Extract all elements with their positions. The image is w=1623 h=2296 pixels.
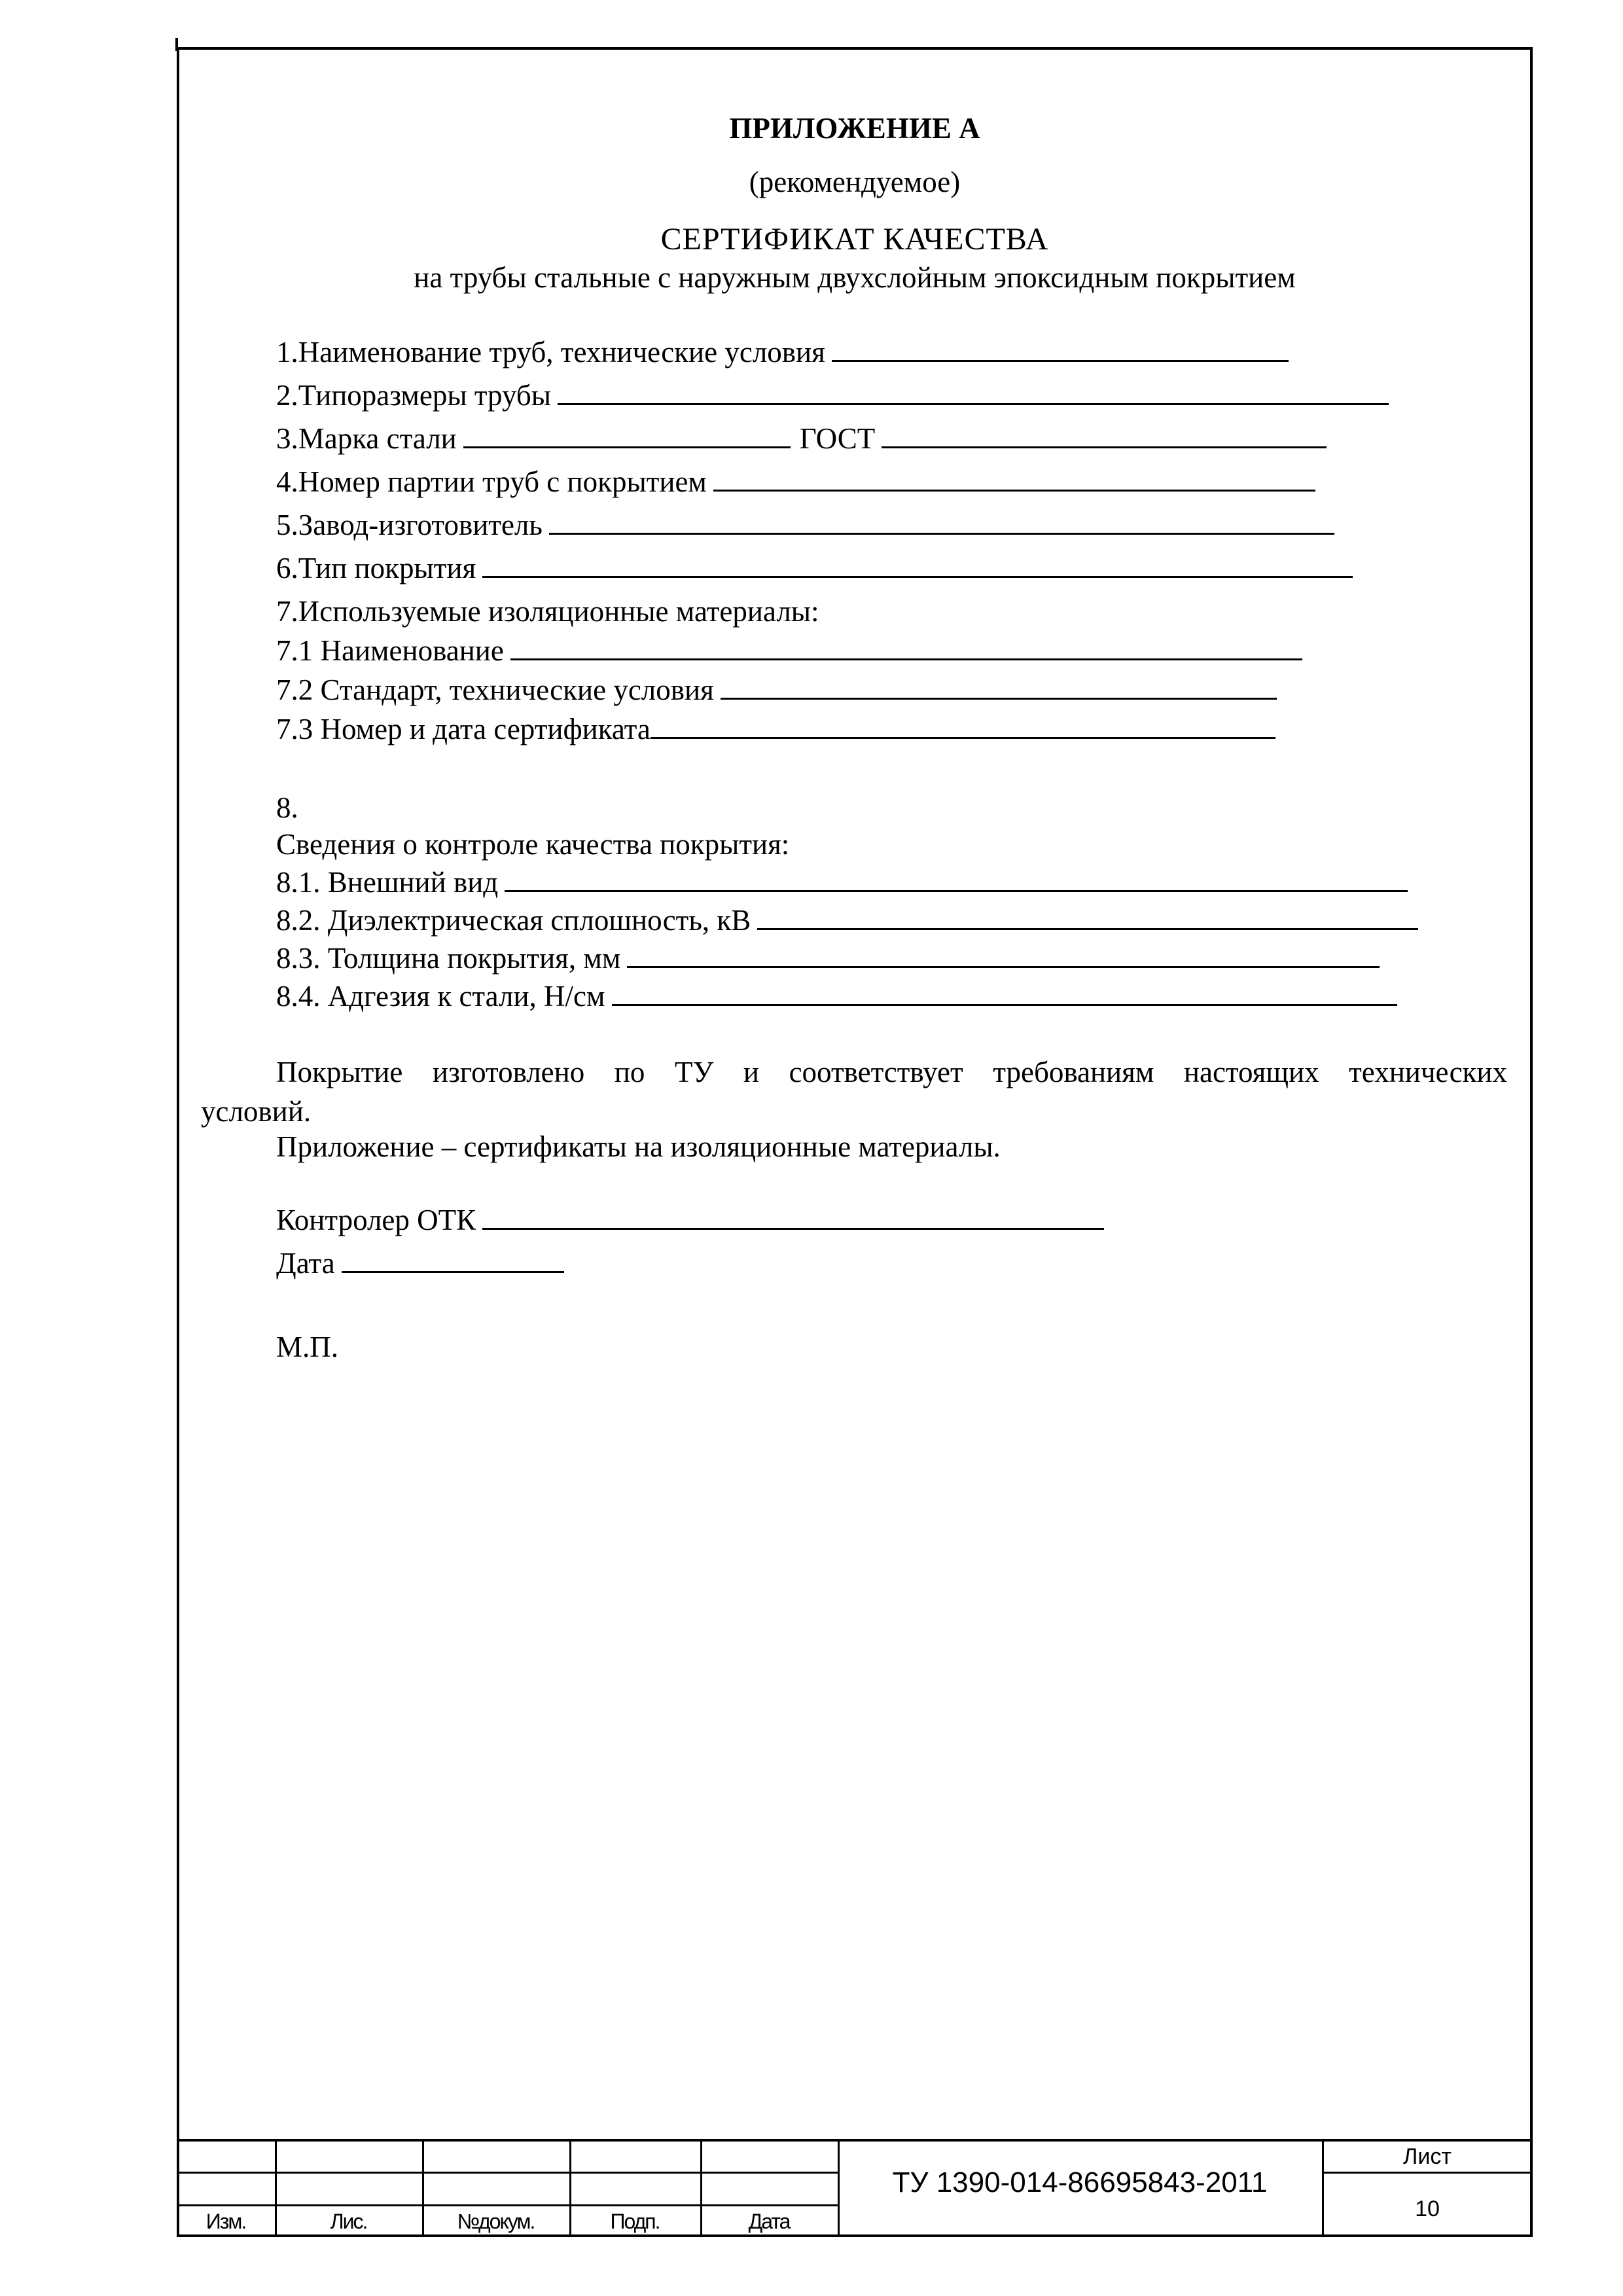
tb-label-lis: Лис. (330, 2210, 367, 2233)
controller-signature (276, 1203, 1104, 1237)
field-adhesion (276, 979, 1397, 1013)
field-blank[interactable] (463, 424, 791, 448)
field-label-gost: ГОСТ (799, 422, 876, 455)
certificate-title: СЕРТИФИКАТ КАЧЕСТВА (660, 222, 1049, 257)
stamp-label: М.П. (276, 1331, 339, 1363)
field-blank[interactable] (342, 1249, 564, 1273)
sheet-label: Лист (1403, 2144, 1452, 2169)
attachment-text: Приложение – сертификаты на изоляционные материалы. (276, 1130, 1001, 1163)
appendix-status: (рекомендуемое) (749, 166, 961, 198)
field-pipe-name (276, 335, 1289, 369)
title-block (177, 2139, 1533, 2237)
field-blank[interactable] (505, 868, 1408, 892)
field-label: 7.2 Стандарт, технические условия (276, 673, 714, 706)
tb-line-sheet (1322, 2172, 1533, 2174)
field-dielectric (276, 903, 1418, 937)
field-blank[interactable] (832, 338, 1289, 362)
field-label: 7.3 Номер и дата сертификата (276, 713, 651, 745)
field-label: 8.4. Адгезия к стали, Н/см (276, 980, 605, 1013)
certificate-subtitle: на трубы стальные с наружным двухслойным эпоксидным покрытием (414, 261, 1296, 294)
field-thickness (276, 941, 1380, 975)
field-label: 4.Номер партии труб с покрытием (276, 465, 707, 498)
tb-line-top (177, 2139, 1533, 2142)
statement-line-1: Покрытие изготовлено по ТУ и соответствует требованиям настоящих технических (276, 1056, 1507, 1088)
field-blank[interactable] (713, 467, 1315, 492)
field-blank[interactable] (558, 381, 1389, 405)
sheet-number: 10 (1415, 2197, 1440, 2221)
tb-label-date: Дата (748, 2210, 790, 2233)
field-material-certificate (276, 712, 1275, 746)
field-blank[interactable] (882, 424, 1327, 448)
field-label: 8. (276, 791, 298, 824)
field-blank[interactable] (612, 982, 1397, 1006)
field-steel-grade (276, 422, 1327, 456)
field-blank[interactable] (549, 511, 1334, 535)
field-material-name (276, 634, 1302, 668)
field-materials-heading (276, 594, 819, 628)
field-manufacturer (276, 508, 1334, 542)
field-blank[interactable] (482, 1206, 1104, 1230)
field-label: 2.Типоразмеры трубы (276, 379, 551, 412)
field-label: 6.Тип покрытия (276, 552, 476, 584)
field-appearance (276, 865, 1408, 899)
field-label: 3.Марка стали (276, 422, 457, 455)
statement-line-2: условий. (201, 1095, 312, 1128)
compliance-statement (201, 1052, 1507, 1131)
tb-label-izm: Изм. (205, 2210, 246, 2233)
field-label: 7.Используемые изоляционные материалы: (276, 595, 819, 628)
field-label: 8.2. Диэлектрическая сплошность, кВ (276, 904, 751, 937)
field-blank[interactable] (482, 554, 1353, 578)
attachment-note (276, 1130, 1001, 1164)
document-code: ТУ 1390-014-86695843-2011 (892, 2166, 1268, 2198)
tb-label-doc: №докум. (457, 2210, 535, 2233)
field-blank[interactable] (757, 906, 1418, 930)
tb-label-podp: Подп. (610, 2210, 660, 2233)
field-label: Контролер ОТК (276, 1204, 476, 1236)
field-label: 8.1. Внешний вид (276, 866, 499, 899)
signature-date (276, 1246, 564, 1280)
field-label: Дата (276, 1247, 335, 1280)
field-label: 8.3. Толщина покрытия, мм (276, 942, 621, 975)
field-pipe-sizes (276, 378, 1389, 412)
field-blank[interactable] (510, 636, 1302, 660)
field-material-standard (276, 673, 1277, 707)
field-label: 5.Завод-изготовитель (276, 509, 543, 541)
field-batch-number (276, 465, 1315, 499)
section-8-number (276, 791, 298, 825)
appendix-title: ПРИЛОЖЕНИЕ А (729, 112, 980, 145)
field-label: Сведения о контроле качества покрытия: (276, 828, 790, 861)
section-8-heading (276, 827, 789, 861)
field-blank[interactable] (721, 675, 1277, 700)
field-label: 1.Наименование труб, технические условия (276, 336, 825, 368)
stamp-place (276, 1330, 338, 1364)
field-coating-type (276, 551, 1353, 585)
field-blank[interactable] (651, 715, 1275, 739)
field-label: 7.1 Наименование (276, 634, 504, 667)
field-blank[interactable] (627, 944, 1380, 968)
